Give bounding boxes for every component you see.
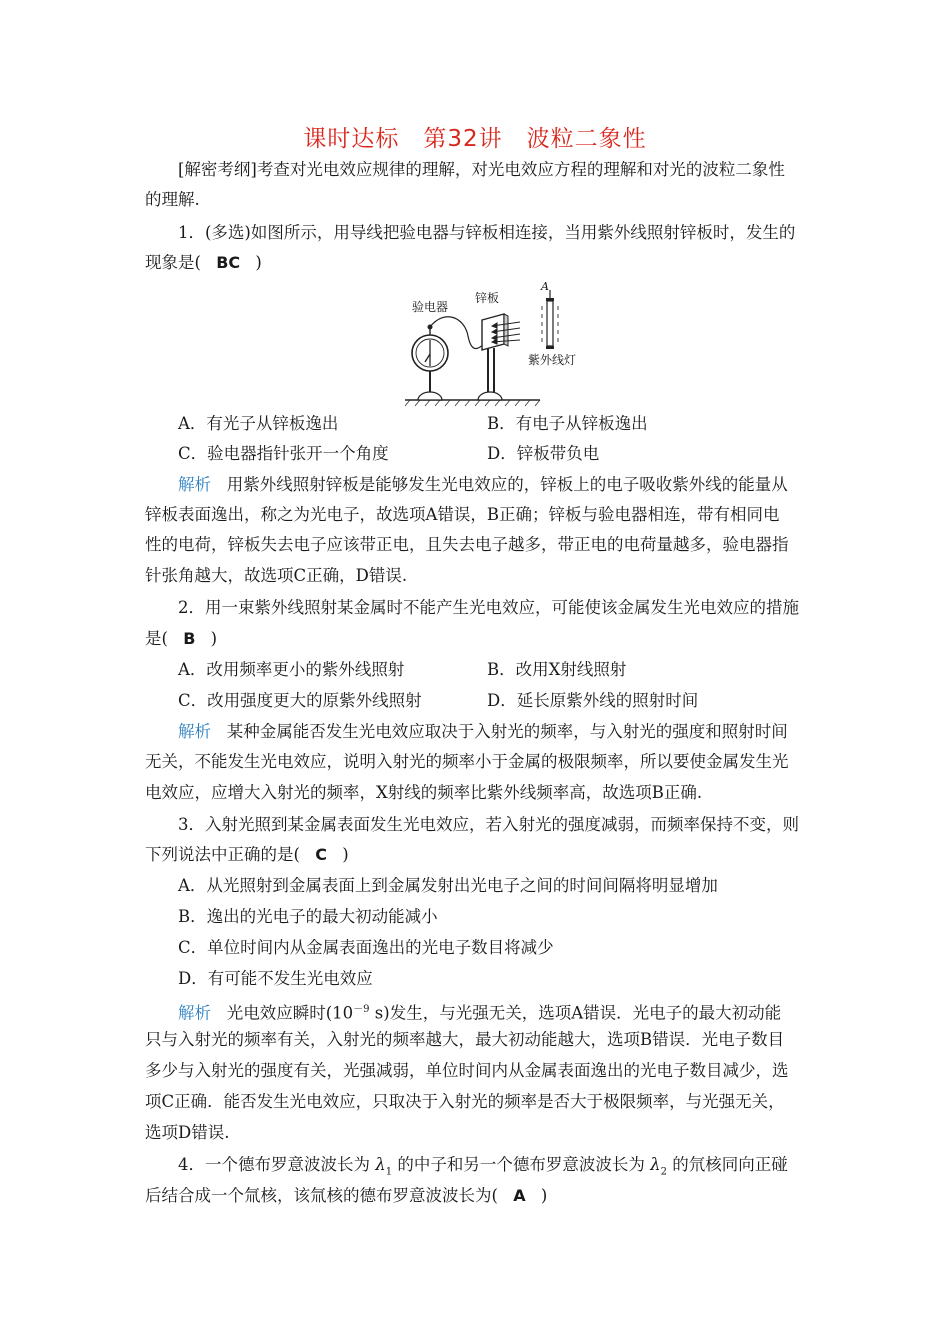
q1-explanation-line4: 针张角越大，故选项C正确，D错误. [145,566,408,585]
q4-stem-post: ) [540,1186,548,1205]
q2-option-d: D．延长原紫外线的照射时间 [487,691,699,710]
q3-explanation-line2: 只与入射光的频率有关，入射光的频率越大，最大初动能越大，选项B错误．光电子数目 [145,1030,785,1049]
q4-sub2: 2 [660,1166,667,1178]
uv-lamp [547,301,553,346]
q2-answer: B [183,629,196,648]
q1-option-d: D．锌板带负电 [487,444,600,463]
q1-option-c: C．验电器指针张开一个角度 [178,444,389,463]
q3-jiexi-label: 解析 [178,1003,211,1023]
q2-stem-post: ) [210,629,218,648]
q4-sub1: 1 [385,1166,393,1178]
q1-stem-line1: 1．(多选)如图所示，用导线把验电器与锌板相连接，当用紫外线照射锌板时，发生的 [178,223,796,242]
ground-hatching [405,400,540,406]
intro-line2: 的理解. [145,190,200,209]
zinc-stand-base [478,392,502,400]
q1-exp1: 用紫外线照射锌板是能够发生光电效应的，锌板上的电子吸收紫外线的能量从 [226,475,788,494]
q4-stem-line1 [178,1154,788,1183]
intro-line1: [解密考纲]考查对光电效应规律的理解，对光电效应方程的理解和对光的波粒二象性 [178,160,785,179]
page-title [0,120,950,153]
q3-option-b: B．逸出的光电子的最大初动能减小 [178,907,438,926]
q3-option-a: A．从光照射到金属表面上到金属发射出光电子之间的时间间隔将明显增加 [178,876,718,895]
q4-stem-line2 [145,1185,547,1207]
q3-answer: C [315,845,327,864]
q4-lambda1: λ [375,1155,386,1174]
q2-stem-line2 [145,628,217,650]
q1-answer: BC [216,253,241,272]
label-zinc: 锌板 [475,291,500,305]
q1-stem-post: ) [255,253,262,272]
q2-option-c: C．改用强度更大的原紫外线照射 [178,691,422,710]
q1-stem-line2 [145,252,262,274]
q4-lambda2: λ [650,1155,661,1174]
label-uv-lamp: 紫外线灯 [528,353,577,367]
q3-explanation-line1 [178,999,781,1025]
q2-option-b: B．改用X射线照射 [487,660,627,679]
q3-exp1-pre: 光电效应瞬时(10 [226,1003,354,1023]
q2-stem-pre: 是( [145,629,168,648]
q4-stem-c: 的氘核同向正碰 [672,1155,788,1174]
q3-stem-line1: 3．入射光照到某金属表面发生光电效应，若入射光的强度减弱，而频率保持不变，则 [178,815,799,834]
q4-answer: A [513,1186,526,1205]
q3-explanation-line3: 多少与入射光的强度有关，光强减弱，单位时间内从金属表面逸出的光电子数目减少，选 [145,1061,789,1080]
label-electroscope: 验电器 [412,300,449,314]
q1-explanation-line2: 锌板表面逸出，称之为光电子，故选项A错误，B正确；锌板与验电器相连，带有相同电 [145,505,780,524]
q3-option-c: C．单位时间内从金属表面逸出的光电子数目将减少 [178,938,554,957]
q3-explanation-line5: 选项D错误. [145,1123,230,1142]
q3-exp1-sup: －9 [353,1004,370,1015]
q1-jiexi-label: 解析 [178,475,211,494]
q3-stem-pre: 下列说法中正确的是( [145,845,300,864]
q1-stem-pre: 现象是( [145,253,201,272]
q4-stem-pre: 后结合成一个氚核，该氚核的德布罗意波波长为( [145,1186,498,1205]
title-part3: 波粒二象性 [526,126,647,152]
q3-option-d: D．有可能不发生光电效应 [178,969,373,988]
q4-stem-a: 4．一个德布罗意波波长为 [178,1155,370,1174]
q1-option-a: A．有光子从锌板逸出 [178,414,339,433]
q4-stem-b: 的中子和另一个德布罗意波波长为 [397,1155,645,1174]
q1-option-b: B．有电子从锌板逸出 [487,414,648,433]
label-A: A [541,280,549,293]
q1-explanation-line1 [178,474,788,496]
q2-explanation-line1 [178,721,788,743]
electroscope-base [418,392,442,400]
q3-explanation-line4: 项C正确．能否发生光电效应，只取决于入射光的频率是否大于极限频率，与光强无关， [145,1092,785,1111]
q2-explanation-line2: 无关，不能发生光电效应，说明入射光的频率小于金属的极限频率，所以要使金属发生光 [145,752,789,771]
q2-exp1: 某种金属能否发生光电效应取决于入射光的频率，与入射光的强度和照射时间 [226,722,788,741]
q3-stem-line2 [145,844,349,866]
title-part1: 课时达标 [303,126,400,152]
q3-exp1-post: s)发生，与光强无关，选项A错误．光电子的最大初动能 [369,1003,782,1023]
title-part2: 第32讲 [423,126,503,152]
q2-jiexi-label: 解析 [178,722,211,741]
q1-explanation-line3: 性的电荷，锌板失去电子应该带正电，且失去电子越多，带正电的电荷量越多，验电器指 [145,535,789,554]
electroscope-figure [400,278,600,408]
q2-stem-line1: 2．用一束紫外线照射某金属时不能产生光电效应，可能使该金属发生光电效应的措施 [178,598,799,617]
q2-explanation-line3: 电效应，应增大入射光的频率，X射线的频率比紫外线频率高，故选项B正确. [145,783,703,802]
q2-option-a: A．改用频率更小的紫外线照射 [178,660,405,679]
q3-stem-post: ) [342,845,349,864]
